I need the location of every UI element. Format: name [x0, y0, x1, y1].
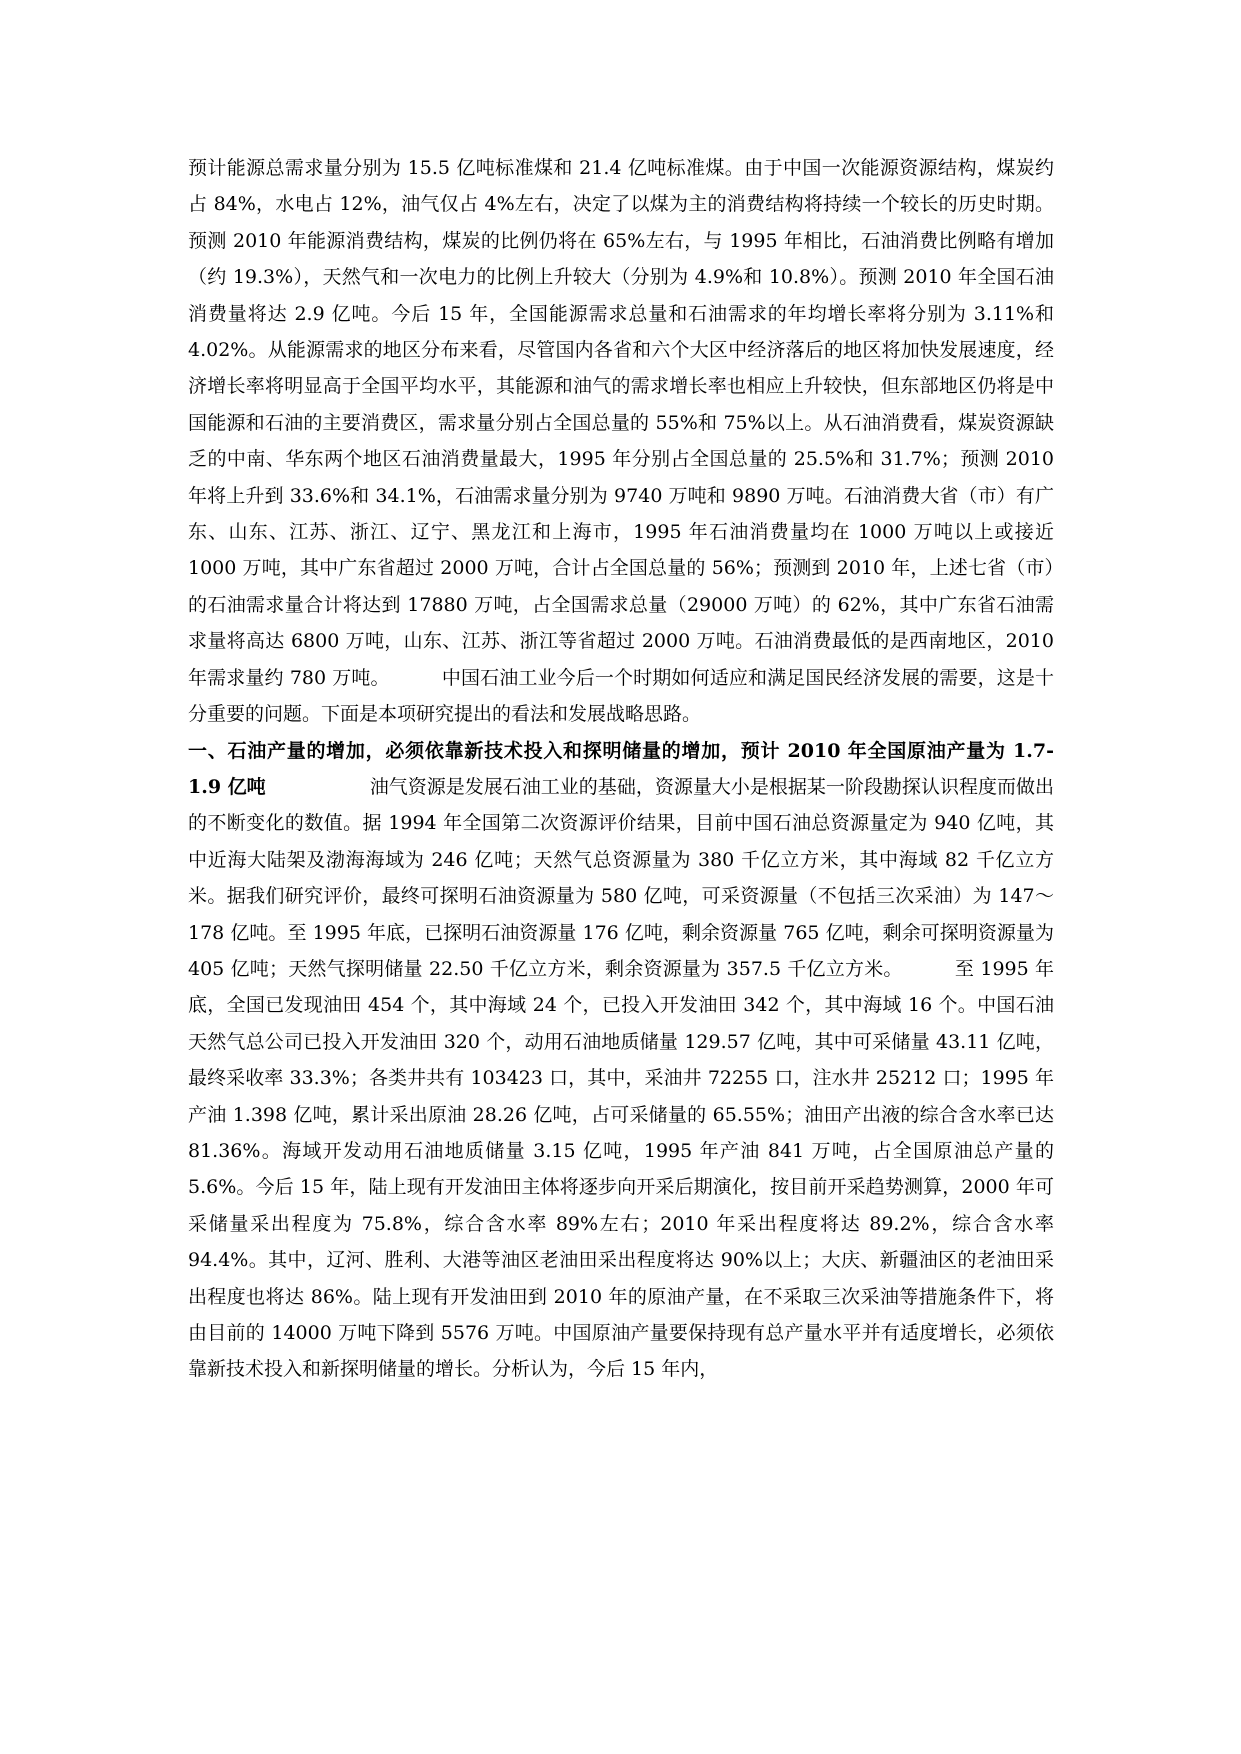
paragraph-text: 油气资源是发展石油工业的基础，资源量大小是根据某一阶段勘探认识程度而做出的不断变化的数值。据 1994 年全国第二次资源评价结果，目前中国石油总资源量定为 940 亿吨，其中近海大陆架及渤海海域为 246 亿吨；天然气总资源量为 380 千亿立方米，其中海域 82 千亿立方米。据我们研究评价，最终可探明石油资源量为 580 亿吨，可采资源量（不包括三次采油）为 147～178 亿吨。至 1995 年底，已探明石油资源量 176 亿吨，剩余资源量 765 亿吨，剩余可探明资源量为 405 亿吨；天然气探明储量 22.50 千亿立方米，剩余资源量为 357.5 千亿立方米。	[188, 775, 1054, 980]
section-heading: 一、石油产量的增加，必须依靠新技术投入和探明储量的增加，预计 2010 年全国原油产量为 1.7-1.9 亿吨	[188, 739, 1054, 798]
section-heading-paragraph	[188, 733, 1054, 1388]
paragraph-text: 预计能源总需求量分别为 15.5 亿吨标准煤和 21.4 亿吨标准煤。由于中国一次能源资源结构，煤炭约占 84%，水电占 12%，油气仅占 4%左右，决定了以煤为主的消费结构将持续一个较长的历史时期。预测 2010 年能源消费结构，煤炭的比例仍将在 65%左右，与 1995 年相比，石油消费比例略有增加（约 19.3%），天然气和一次电力的比例上升较大（分别为 4.9%和 10.8%）。预测 2010 年全国石油消费量将达 2.9 亿吨。今后 15 年，全国能源需求总量和石油需求的年均增长率将分别为 3.11%和 4.02%。从能源需求的地区分布来看，尽管国内各省和六个大区中经济落后的地区将加快发展速度，经济增长率将明显高于全国平均水平，其能源和油气的需求增长率也相应上升较快，但东部地区仍将是中国能源和石油的主要消费区，需求量分别占全国总量的 55%和 75%以上。从石油消费看，煤炭资源缺乏的中南、华东两个地区石油消费量最大，1995 年分别占全国总量的 25.5%和 31.7%；预测 2010 年将上升到 33.6%和 34.1%，石油需求量分别为 9740 万吨和 9890 万吨。石油消费大省（市）有广东、山东、江苏、浙江、辽宁、黑龙江和上海市，1995 年石油消费量均在 1000 万吨以上或接近 1000 万吨，其中广东省超过 2000 万吨，合计占全国总量的 56%；预测到 2010 年，上述七省（市）的石油需求量合计将达到 17880 万吨，占全国需求总量（29000 万吨）的 62%，其中广东省石油需求量将高达 6800 万吨，山东、江苏、浙江等省超过 2000 万吨。石油消费最低的是西南地区，2010 年需求量约 780 万吨。	[188, 157, 1054, 689]
body-paragraph	[188, 150, 1054, 733]
paragraph-text: 中国石油工业今后一个时期如何适应和满足国民经济发展的需要，这是十分重要的问题。下面是本项研究提出的看法和发展战略思路。	[188, 666, 1054, 726]
paragraph-text: 至 1995 年底，全国已发现油田 454 个，其中海域 24 个，已投入开发油田 342 个，其中海域 16 个。中国石油天然气总公司已投入开发油田 320 个，动用石油地质储量 129.57 亿吨，其中可采储量 43.11 亿吨，最终采收率 33.3%；各类井共有 103423 口，其中，采油井 72255 口，注水井 25212 口；1995 年产油 1.398 亿吨，累计采出原油 28.26 亿吨，占可采储量的 65.55%；油田产出液的综合含水率已达 81.36%。海域开发动用石油地质储量 3.15 亿吨，1995 年产油 841 万吨，占全国原油总产量的 5.6%。今后 15 年，陆上现有开发油田主体将逐步向开采后期演化，按目前开采趋势测算，2000 年可采储量采出程度为 75.8%，综合含水率 89%左右；2010 年采出程度将达 89.2%，综合含水率 94.4%。其中，辽河、胜利、大港等油区老油田采出程度将达 90%以上；大庆、新疆油区的老油田采出程度也将达 86%。陆上现有开发油田到 2010 年的原油产量，在不采取三次采油等措施条件下，将由目前的 14000 万吨下降到 5576 万吨。中国原油产量要保持现有总产量水平并有适度增长，必须依靠新技术投入和新探明储量的增长。分析认为，今后 15 年内，	[188, 957, 1054, 1381]
document-page	[188, 150, 1054, 1388]
